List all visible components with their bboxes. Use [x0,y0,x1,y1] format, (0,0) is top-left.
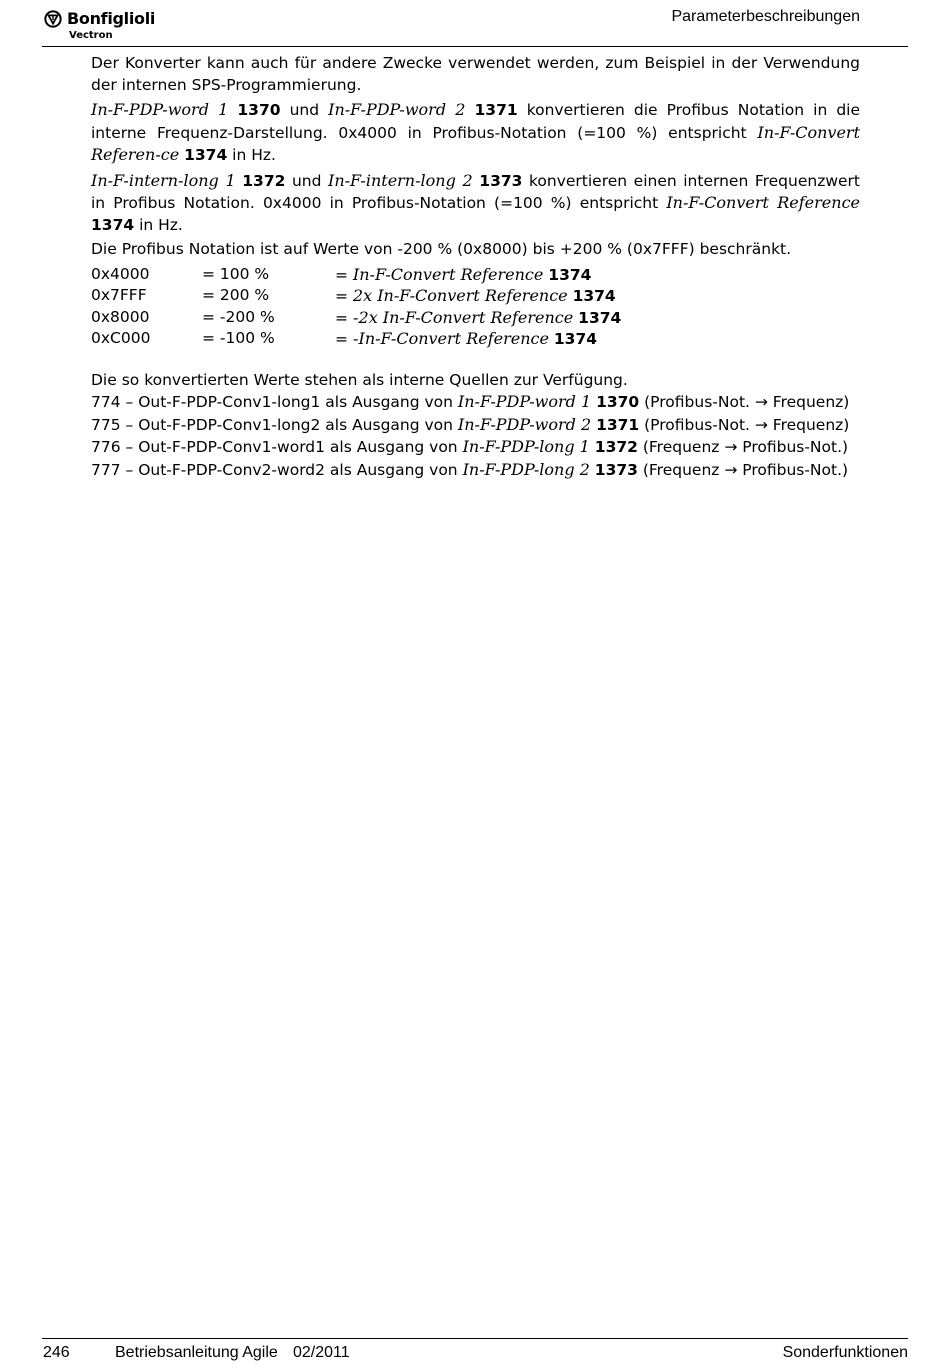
bonfiglioli-logo-icon [44,10,62,28]
chapter-name: Sonderfunktionen [782,1344,908,1361]
paragraph-intro: Der Konverter kann auch für andere Zwecke verwendet werden, zum Beispiel in der Verwendung der internen SPS-Programmierung. [91,54,860,94]
output-line: 775 – Out-F-PDP-Conv1-long2 als Ausgang von In-F-PDP-word 2 1371 (Profibus-Not. → Frequenz) [91,414,850,434]
paragraph-sources: Die so konvertierten Werte stehen als interne Quellen zur Verfügung. [91,370,628,389]
reference-value: = 2x In-F-Convert Reference 1374 [335,286,616,305]
paragraph-long-conversion [91,170,860,237]
page-header [42,8,908,47]
param-ref: In-F-Convert Referen-ce [91,122,860,164]
hex-value: 0x7FFF [91,286,147,304]
table-row [91,328,860,350]
notation-table [91,264,860,350]
param-number: 1372 [242,171,286,190]
param-ref: In-F-PDP-word 2 [328,100,466,119]
param-number: 1374 [184,146,228,164]
param-ref: In-F-PDP-word 1 [91,100,229,119]
percent-value: = 100 % [202,264,270,283]
page-body [91,53,860,481]
table-row [91,264,860,286]
text: konvertieren die Profibus Notation in die interne Frequenz-Darstellung. 0x4000 in Profibus-Notation (=100 %) entspricht [91,101,861,142]
page-number: 246 [43,1344,70,1361]
text: konvertieren einen internen Frequenzwert in Profibus Notation. 0x4000 in Profibus-Notation (=100 %) entspricht [91,171,861,212]
percent-value: = -100 % [202,329,275,347]
brand-sub: Vectron [69,30,113,41]
page-footer [42,1338,908,1361]
brand-name: Bonfiglioli [67,9,156,28]
param-ref: In-F-Convert Reference [666,193,860,212]
param-number: 1373 [479,171,523,190]
reference-value: = In-F-Convert Reference 1374 [335,264,592,284]
output-line: 776 – Out-F-PDP-Conv1-word1 als Ausgang von In-F-PDP-long 1 1372 (Frequenz → Profibus-Not.) [91,437,849,456]
table-row [91,285,860,307]
output-line: 774 – Out-F-PDP-Conv1-long1 als Ausgang von In-F-PDP-word 1 1370 (Profibus-Not. → Frequenz) [91,392,850,411]
percent-value: = 200 % [202,286,270,304]
percent-value: = -200 % [202,307,275,326]
param-number: 1374 [91,215,135,234]
param-ref: In-F-intern-long 2 [328,170,473,190]
hex-value: 0xC000 [91,329,151,347]
text: in Hz. [134,215,183,234]
param-ref: In-F-intern-long 1 [91,170,236,190]
table-row [91,307,860,329]
hex-value: 0x4000 [91,264,150,283]
hex-value: 0x8000 [91,307,150,326]
reference-value: = -In-F-Convert Reference 1374 [335,329,598,348]
reference-value: = -2x In-F-Convert Reference 1374 [335,307,622,327]
param-number: 1370 [237,101,281,119]
param-number: 1371 [474,101,518,119]
text: in Hz. [227,146,276,164]
output-line: 777 – Out-F-PDP-Conv2-word2 als Ausgang von In-F-PDP-long 2 1373 (Frequenz → Profibus-Not.) [91,459,849,479]
document-title: Betriebsanleitung Agile [115,1344,278,1361]
text: und [280,101,329,119]
text: und [285,171,329,190]
section-title: Parameterbeschreibungen [671,8,860,25]
paragraph-word-conversion [91,99,860,167]
paragraph-limits: Die Profibus Notation ist auf Werte von -200 % (0x8000) bis +200 % (0x7FFF) beschränkt. [91,240,792,258]
document-date: 02/2011 [293,1344,350,1361]
